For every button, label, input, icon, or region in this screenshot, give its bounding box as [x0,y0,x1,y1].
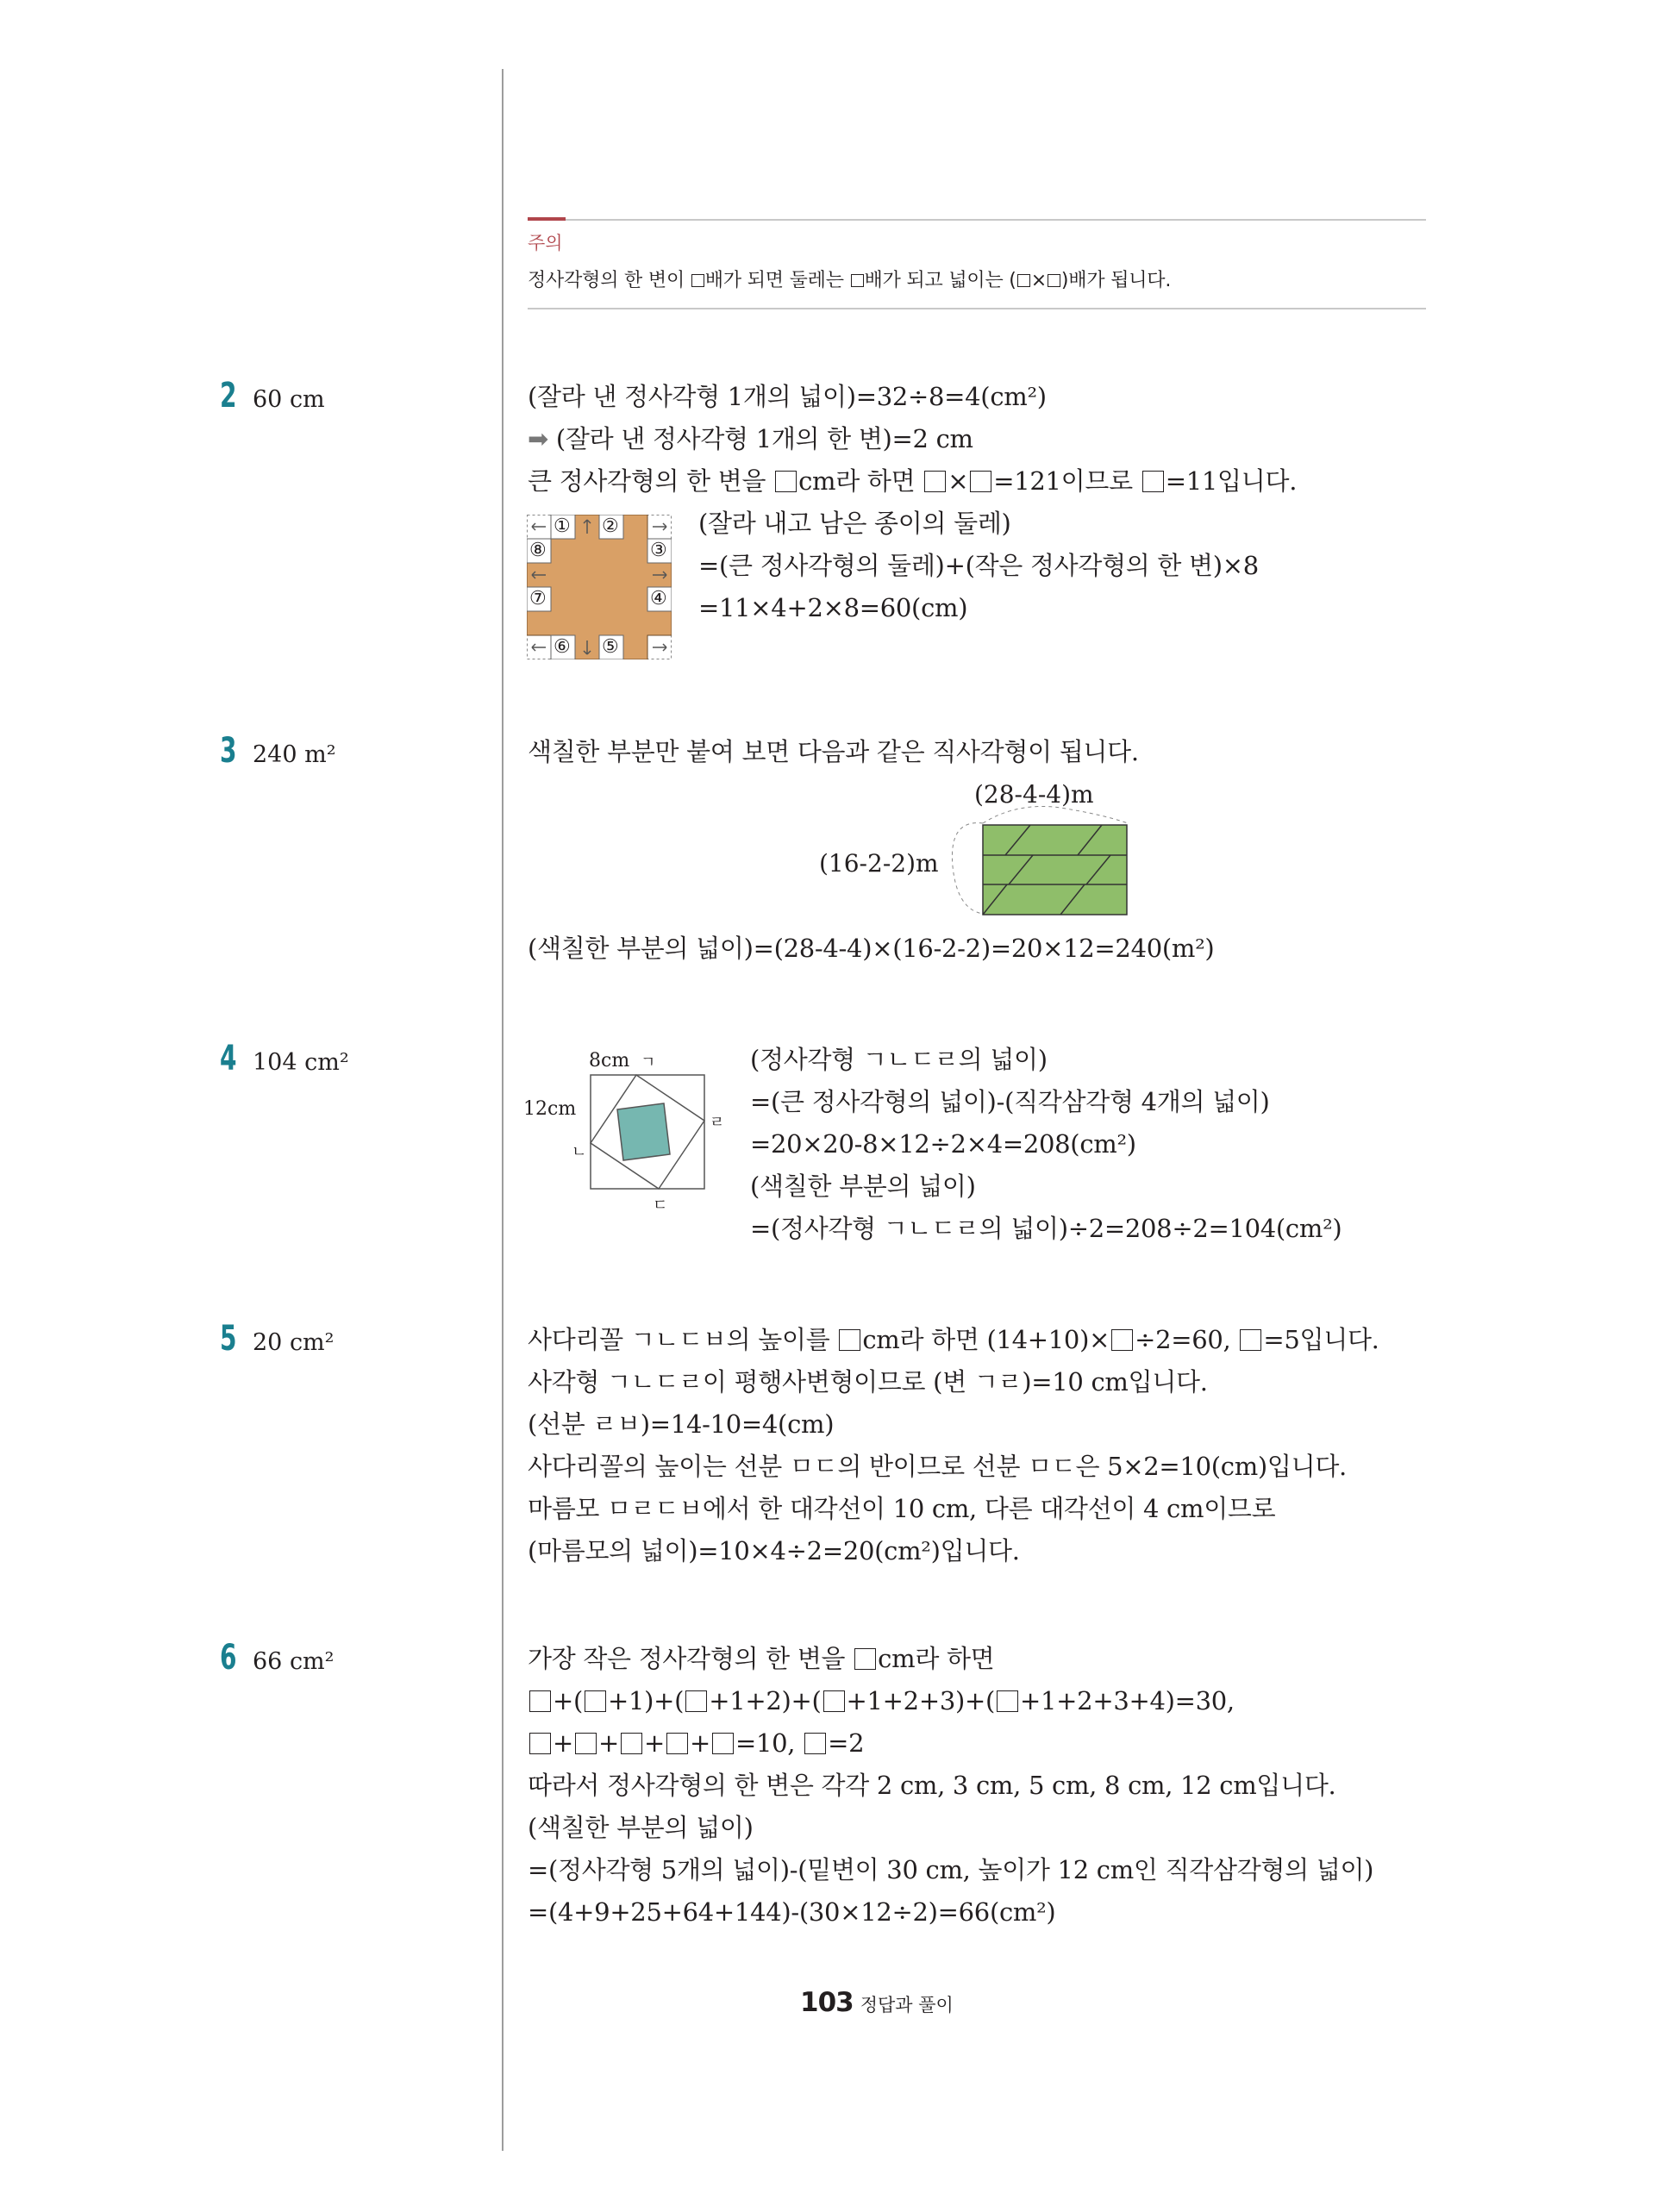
blank-box [1240,1329,1261,1351]
inscribed-square-figure [522,1045,729,1217]
solution-line: (색칠한 부분의 넓이) [750,1172,976,1201]
blank-box [924,471,946,492]
blank-box [775,471,797,492]
solution-line: +( +1)+( +1+2)+( +1+2+3)+( +1+2+3+4)=30, [528,1680,1373,1722]
solution-line: =(정사각형 5개의 넓이)-(밑변이 30 cm, 높이가 12 cm인 직각삼각형의 넓이) [528,1855,1374,1884]
answer-value: 60 cm [253,386,325,413]
blank-box [529,1733,551,1754]
rectangle-figure [802,780,1129,918]
note-top-rule [528,219,1426,221]
blank-box [1048,274,1060,287]
solution-line: 큰 정사각형의 한 변을 cm라 하면 × =121이므로 =11입니다. [528,466,1298,496]
solution-6 [528,1638,1373,1934]
page-footer [800,1987,954,2018]
blank-box [685,1690,707,1712]
solution-line: 사각형 ㄱㄴㄷㄹ이 평행사변형이므로 (변 ㄱㄹ)=10 cm입니다. [528,1367,1208,1397]
blank-box [691,274,704,287]
problem-number: 4 [220,1039,237,1078]
solution-line: (색칠한 부분의 넓이) [528,1813,754,1842]
blank-box [575,1733,597,1754]
height-label: (16-2-2)m [819,849,939,878]
solution-line: 사다리꼴 ㄱㄴㄷㅂ의 높이를 cm라 하면 (14+10)× ÷2=60, =5입니다. [528,1325,1379,1354]
answer-value: 240 m² [253,741,336,768]
blank-box [712,1733,734,1754]
label-4: ④ [650,588,667,609]
solution-3-line-1: 색칠한 부분만 붙여 보면 다음과 같은 직사각형이 됩니다. [528,737,1139,766]
page-label: 정답과 풀이 [860,1995,954,2015]
vertex-label: ㄹ [710,1114,725,1132]
blank-box [585,1690,606,1712]
right-arrow-icon: ➡ [528,424,548,453]
blank-box [666,1733,688,1754]
label-7: ⑦ [529,588,547,609]
problem-number: 3 [220,731,237,771]
solution-line: =11×4+2×8=60(cm) [698,593,968,622]
solution-line: (마름모의 넓이)=10×4÷2=20(cm²)입니다. [528,1536,1020,1565]
answer-2 [220,376,325,416]
solution-4 [750,1039,1342,1250]
blank-box [823,1690,845,1712]
label-2: ② [602,516,619,537]
answer-3 [220,731,336,771]
note-bottom-rule [528,308,1426,309]
blank-box [997,1690,1018,1712]
solution-line: 따라서 정사각형의 한 변은 각각 2 cm, 3 cm, 5 cm, 8 cm, 12 cm입니다. [528,1771,1336,1800]
blank-box [529,1690,551,1712]
solution-line: (잘라 내고 남은 종이의 둘레) [698,509,1011,538]
page-number: 103 [800,1987,854,2018]
solution-2-figure-text [698,503,1259,629]
label-8: ⑧ [529,540,547,561]
solution-line: 가장 작은 정사각형의 한 변을 cm라 하면 [528,1644,995,1673]
label-3: ③ [650,540,667,561]
blank-box [1017,274,1030,287]
note-text: 정사각형의 한 변이 배가 되면 둘레는 배가 되고 넓이는 ( × )배가 됩니다. [528,270,1172,291]
blank-box [804,1733,826,1754]
blank-box [1111,1329,1133,1351]
answer-value: 20 cm² [253,1329,335,1356]
solution-line: =(큰 정사각형의 둘레)+(작은 정사각형의 한 변)×8 [698,551,1259,580]
solution-line: (잘라 낸 정사각형 1개의 넓이)=32÷8=4(cm²) [528,382,1047,411]
blank-box [854,1648,876,1670]
solution-line: =(정사각형 ㄱㄴㄷㄹ의 넓이)÷2=208÷2=104(cm²) [750,1214,1342,1243]
answer-6 [220,1638,335,1678]
top-length-label: 8cm [589,1050,630,1072]
label-5: ⑤ [602,636,619,658]
solution-line: 마름모 ㅁㄹㄷㅂ에서 한 대각선이 10 cm, 다른 대각선이 4 cm이므로 [528,1494,1276,1523]
answer-value: 66 cm² [253,1648,335,1675]
solution-line: ➡ (잘라 낸 정사각형 1개의 한 변)=2 cm [528,424,973,453]
solution-2 [528,376,1297,503]
blank-box [970,471,991,492]
solution-line: =(큰 정사각형의 넓이)-(직각삼각형 4개의 넓이) [750,1087,1270,1116]
solution-line: 사다리꼴의 높이는 선분 ㅁㄷ의 반이므로 선분 ㅁㄷ은 5×2=10(cm)입니다. [528,1452,1347,1481]
solution-5 [528,1319,1379,1572]
solution-line: =(4+9+25+64+144)-(30×12÷2)=66(cm²) [528,1897,1056,1927]
blank-box [839,1329,860,1351]
answer-5 [220,1319,335,1359]
answer-4 [220,1039,349,1078]
caution-note [528,219,1426,309]
column-divider [502,69,504,2151]
left-length-label: 12cm [523,1098,577,1120]
rectangle-svg [802,780,1129,918]
blank-box [621,1733,642,1754]
label-6: ⑥ [554,636,571,658]
answer-value: 104 cm² [253,1049,349,1076]
problem-number: 5 [220,1319,237,1359]
problem-number: 2 [220,376,237,416]
label-1: ① [554,516,571,537]
paper-cutout-figure [527,515,672,659]
solution-line: =20×20-8×12÷2×4=208(cm²) [750,1129,1136,1159]
paper-cutout-svg [527,515,672,659]
problem-number: 6 [220,1638,237,1678]
solution-line: + + + + =10, =2 [528,1722,1373,1765]
solution-line: (선분 ㄹㅂ)=14-10=4(cm) [528,1409,835,1439]
vertex-label: ㄴ [572,1143,587,1161]
solution-3-line-2: (색칠한 부분의 넓이)=(28-4-4)×(16-2-2)=20×12=240(m²) [528,934,1215,963]
blank-box [1142,471,1164,492]
solution-line: (정사각형 ㄱㄴㄷㄹ의 넓이) [750,1045,1048,1074]
blank-box [851,274,864,287]
vertex-label: ㄱ [641,1053,656,1072]
vertex-label: ㄷ [653,1197,668,1215]
width-label: (28-4-4)m [974,780,1094,809]
note-title: 주의 [528,233,563,253]
